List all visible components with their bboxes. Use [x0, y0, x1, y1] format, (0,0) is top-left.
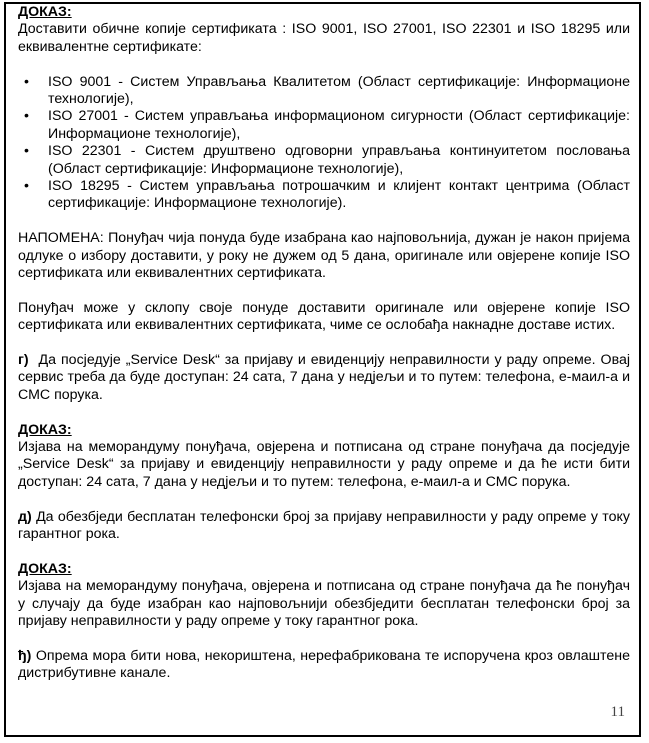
free-phone-statement: Изјава на меморандуму понуђача, овјерена и потписана од стране понуђача да ће понуђач у случају да буде изабран као најповољнији обезбједити бесплатан телефонски број за пријаву неправилности у раду опреме у току гарантног рока.: [18, 578, 630, 630]
original-copies-paragraph: Понуђач може у склопу своје понуде доставити оригинале или овјерене копије ISO сертификата или еквивалентних сертификата, чиме се ослобађа накнадне доставе истих.: [18, 299, 630, 334]
requirement-dj-text: Опрема мора бити нова, некориштена, нерефабрикована те испоручена кроз овлаштене дистрибутивне канале.: [18, 647, 630, 682]
proof-heading-1: ДОКАЗ:: [18, 4, 72, 20]
requirement-d-letter: д): [18, 508, 32, 525]
document-body: [18, 4, 630, 683]
requirement-d: [18, 509, 630, 544]
note-paragraph: НАПОМЕНА: Понуђач чија понуда буде изабрана као најповољнија, дужан је након пријема одлуке о избору доставити, у року не дужем од 5 дана, оригинале или овјерене копије ISO сертификата или еквивалентних сертификата.: [18, 230, 630, 282]
service-desk-statement: Изјава на меморандуму понуђача, овјерена и потписана од стране понуђача да посједује „Service Desk“ за пријаву и евиденцију неправилности у раду опреме и да ће исти бити доступан: 24 сата, 7 дана у недјељи и то путем: телефона, е-маил-а и СМС порука.: [18, 439, 630, 490]
requirement-g-text: Да посједује „Service Desk“ за пријаву и евиденцију неправилности у раду опреме. Овај сервис треба да буде доступан: 24 сата, 7 дана у недјељи и то путем: телефона, е-маил-а и СМС порука.: [18, 352, 630, 403]
certificates-intro: Доставити обичне копије сертификата : ISO 9001, ISO 27001, ISO 22301 и ISO 18295 или еквивалентне сертификате:: [18, 21, 630, 55]
list-item: • ISO 18295 - Систем управљања потрошачким и клијент контакт центрима (Област сертификације: Информационе технологије).: [18, 178, 630, 213]
proof-heading-2: ДОКАЗ:: [18, 421, 72, 438]
proof-heading-3: ДОКАЗ:: [18, 560, 72, 577]
requirement-g-letter: г): [18, 352, 29, 369]
list-item: • ISO 22301 - Систем друштвено одговорни управљања континуитетом пословања (Област сертификације: Информационе технологије),: [18, 143, 630, 178]
requirement-g: [18, 352, 630, 404]
requirement-d-text: Да обезбједи бесплатан телефонски број за пријаву неправилности у раду опреме у току гарантног рока.: [18, 508, 630, 543]
list-item: • ISO 27001 - Систем управљања информационом сигурности (Област сертификације: Информационе технологије),: [18, 108, 630, 143]
requirement-dj-letter: ђ): [18, 647, 32, 664]
iso-certificate-list: [18, 74, 630, 213]
list-item: • ISO 9001 - Систем Управљања Квалитетом (Област сертификације: Информационе технологије),: [18, 74, 630, 109]
requirement-dj: [18, 648, 630, 683]
document-page: [4, 2, 641, 737]
page-number: 11: [610, 704, 625, 720]
